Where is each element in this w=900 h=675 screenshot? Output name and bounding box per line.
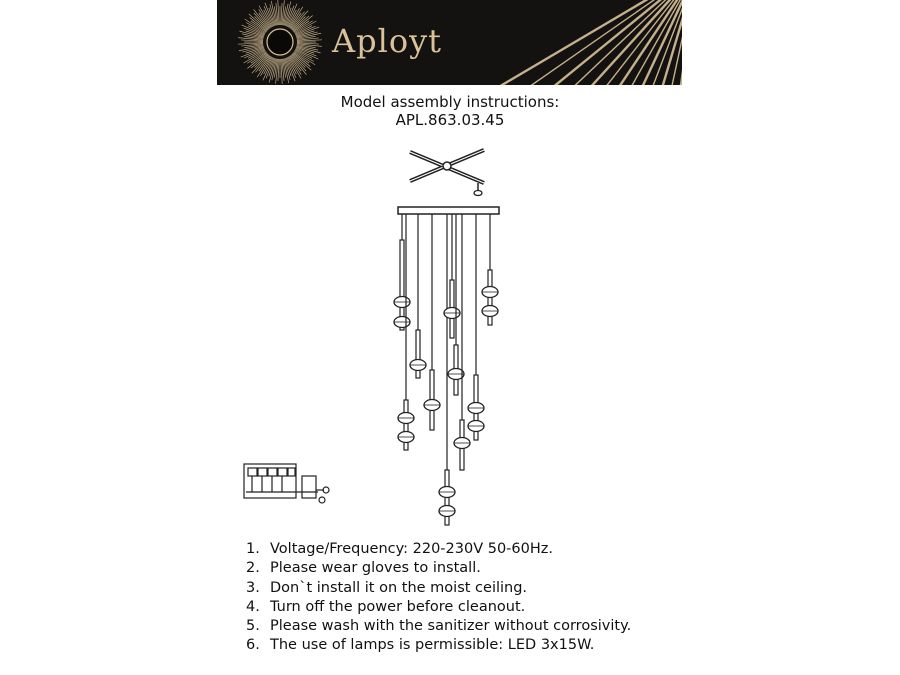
instruction-text: The use of lamps is permissible: LED 3x15W. [270, 637, 595, 654]
instruction-item [246, 579, 696, 598]
instruction-list [246, 540, 696, 656]
instruction-text: Don`t install it on the moist ceiling. [270, 579, 528, 596]
instruction-number: 1. [246, 541, 260, 557]
instruction-number: 4. [246, 598, 260, 615]
pendant-cables-icon [394, 214, 498, 525]
instruction-number: 3. [246, 579, 260, 596]
instruction-number: 2. [246, 560, 260, 577]
instruction-text: Please wash with the sanitizer without corrosivity. [270, 618, 632, 635]
ceiling-canopy-icon [398, 207, 499, 214]
instruction-number: 5. [246, 618, 260, 635]
instruction-text: Turn off the power before cleanout. [270, 598, 526, 615]
cross-bracket-icon [410, 150, 484, 196]
instruction-item [246, 559, 696, 578]
instruction-item [246, 617, 696, 636]
instruction-item [246, 636, 696, 655]
instruction-text: Voltage/Frequency: 220-230V 50-60Hz. [270, 541, 553, 557]
instruction-number: 6. [246, 637, 260, 654]
model-number: APL.863.03.45 [395, 111, 505, 129]
page-title: Model assembly instructions: [340, 93, 560, 111]
instruction-item [246, 598, 696, 617]
instruction-text: Please wear gloves to install. [270, 560, 481, 577]
instruction-item [246, 540, 696, 559]
brand-name: Aployt [332, 22, 443, 60]
wiring-terminal-block-icon [244, 464, 329, 503]
